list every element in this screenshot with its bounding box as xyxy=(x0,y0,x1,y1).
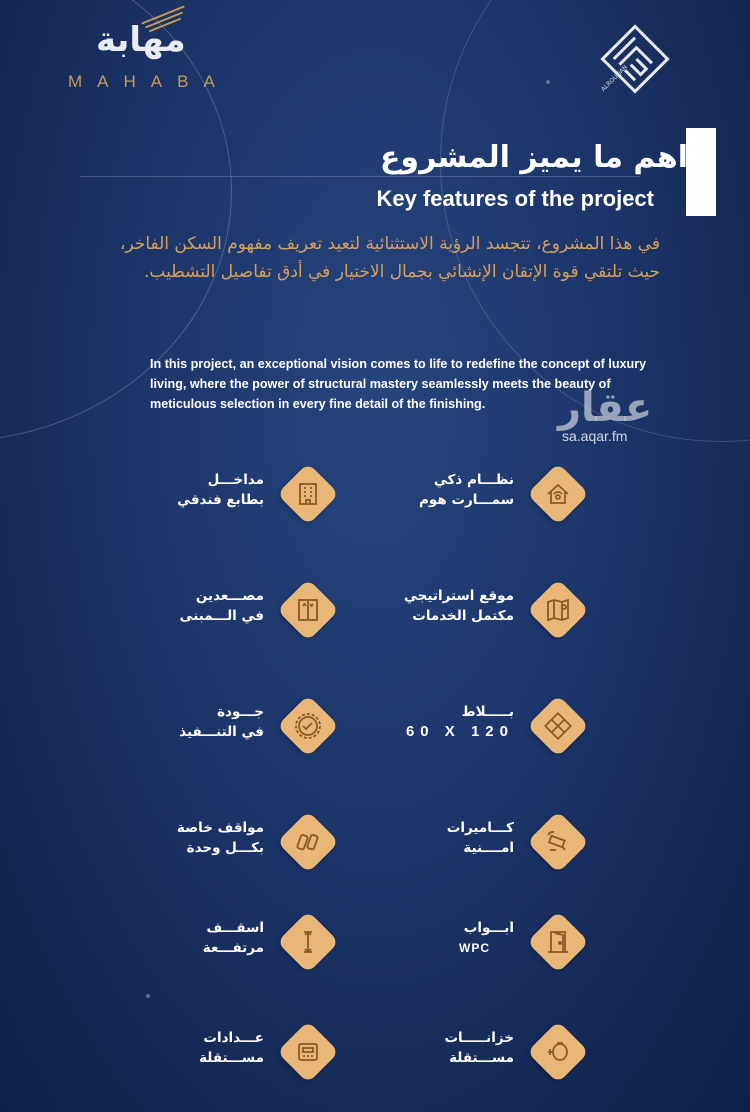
feature-independent-meters xyxy=(90,1020,340,1086)
feature-subtitle: 60 X 120 xyxy=(405,723,514,740)
feature-subtitle: امــــنية xyxy=(463,840,514,856)
feature-subtitle: WPC xyxy=(459,941,490,955)
feature-title: مواقف خاصة xyxy=(176,820,264,836)
logo-arabic: مهابة xyxy=(96,20,186,60)
feature-title: بـــــلاط xyxy=(461,704,514,720)
smart-home-icon xyxy=(544,480,572,508)
feature-title: خزانـــــات xyxy=(444,1030,514,1046)
high-ceiling-icon xyxy=(294,928,322,956)
feature-private-parking xyxy=(90,810,340,876)
feature-high-ceilings xyxy=(90,910,340,976)
developer-name: ALROUQAN xyxy=(600,63,630,93)
title-accent-bar xyxy=(686,128,716,216)
feature-title: مصـــعدين xyxy=(195,588,264,604)
meter-icon xyxy=(294,1038,322,1066)
water-tank-icon xyxy=(544,1038,572,1066)
feature-title: جـــودة xyxy=(217,704,264,720)
feature-smart-home xyxy=(340,462,590,528)
description-english: In this project, an exceptional vision comes to life to redefine the concept of luxury living, where the power of structural mastery seamlessly meets the beauty of meticulous selection in every fine detail of the finishing. xyxy=(150,357,647,411)
feature-title: ابـــواب xyxy=(463,920,514,936)
feature-subtitle: بكـــل وحدة xyxy=(186,840,264,856)
elevator-icon xyxy=(294,596,322,624)
title-divider xyxy=(80,176,640,177)
feature-title: نظـــام ذكي xyxy=(433,472,514,488)
logo-english: MAHABA xyxy=(68,72,230,91)
feature-title: كـــاميرات xyxy=(446,820,514,836)
feature-subtitle: مرتفـــعة xyxy=(202,940,264,956)
feature-title: اسقـــف xyxy=(206,920,264,936)
feature-title: مداخـــل xyxy=(207,472,264,488)
feature-subtitle: مكتمل الخدمات xyxy=(412,608,514,624)
feature-subtitle: مســـتقلة xyxy=(449,1050,514,1066)
feature-independent-tanks xyxy=(340,1020,590,1086)
page-title-arabic: اهم ما يميز المشروع xyxy=(379,140,688,175)
feature-hotel-entrances xyxy=(90,462,340,528)
feature-tiles xyxy=(340,694,590,760)
quality-badge-icon xyxy=(294,712,322,740)
watermark-url: sa.aqar.fm xyxy=(562,428,628,444)
feature-subtitle: في الـــمبنى xyxy=(179,608,264,624)
feature-wpc-doors xyxy=(340,910,590,976)
hotel-building-icon xyxy=(294,480,322,508)
feature-title: موقع استراتيجي xyxy=(404,588,514,604)
feature-subtitle: بطابع فندقي xyxy=(177,492,264,508)
feature-quality xyxy=(90,694,340,760)
feature-security-cameras xyxy=(340,810,590,876)
feature-strategic-location xyxy=(340,578,590,644)
feature-subtitle: مســـتقلة xyxy=(199,1050,264,1066)
tiles-icon xyxy=(544,712,572,740)
decorative-dot xyxy=(146,994,150,998)
watermark-logo: عقار xyxy=(558,385,653,431)
security-camera-icon xyxy=(544,828,572,856)
page-title-english: Key features of the project xyxy=(376,186,654,211)
parking-cars-icon xyxy=(294,828,322,856)
description-arabic: في هذا المشروع، تتجسد الرؤية الاستثنائية لتعيد تعريف مفهوم السكن الفاخر، حيث تلتقي قوة الإتقان الإنشائي بجمال الاختيار في أدق تفاصيل التشطيب. xyxy=(119,234,660,282)
feature-elevators xyxy=(90,578,340,644)
map-location-icon xyxy=(544,596,572,624)
feature-title: عـــدادات xyxy=(203,1030,264,1046)
decorative-dot xyxy=(546,80,550,84)
feature-subtitle: سمـــارت هوم xyxy=(419,492,514,508)
feature-subtitle: في التنـــفيذ xyxy=(179,724,264,740)
door-icon xyxy=(544,928,572,956)
